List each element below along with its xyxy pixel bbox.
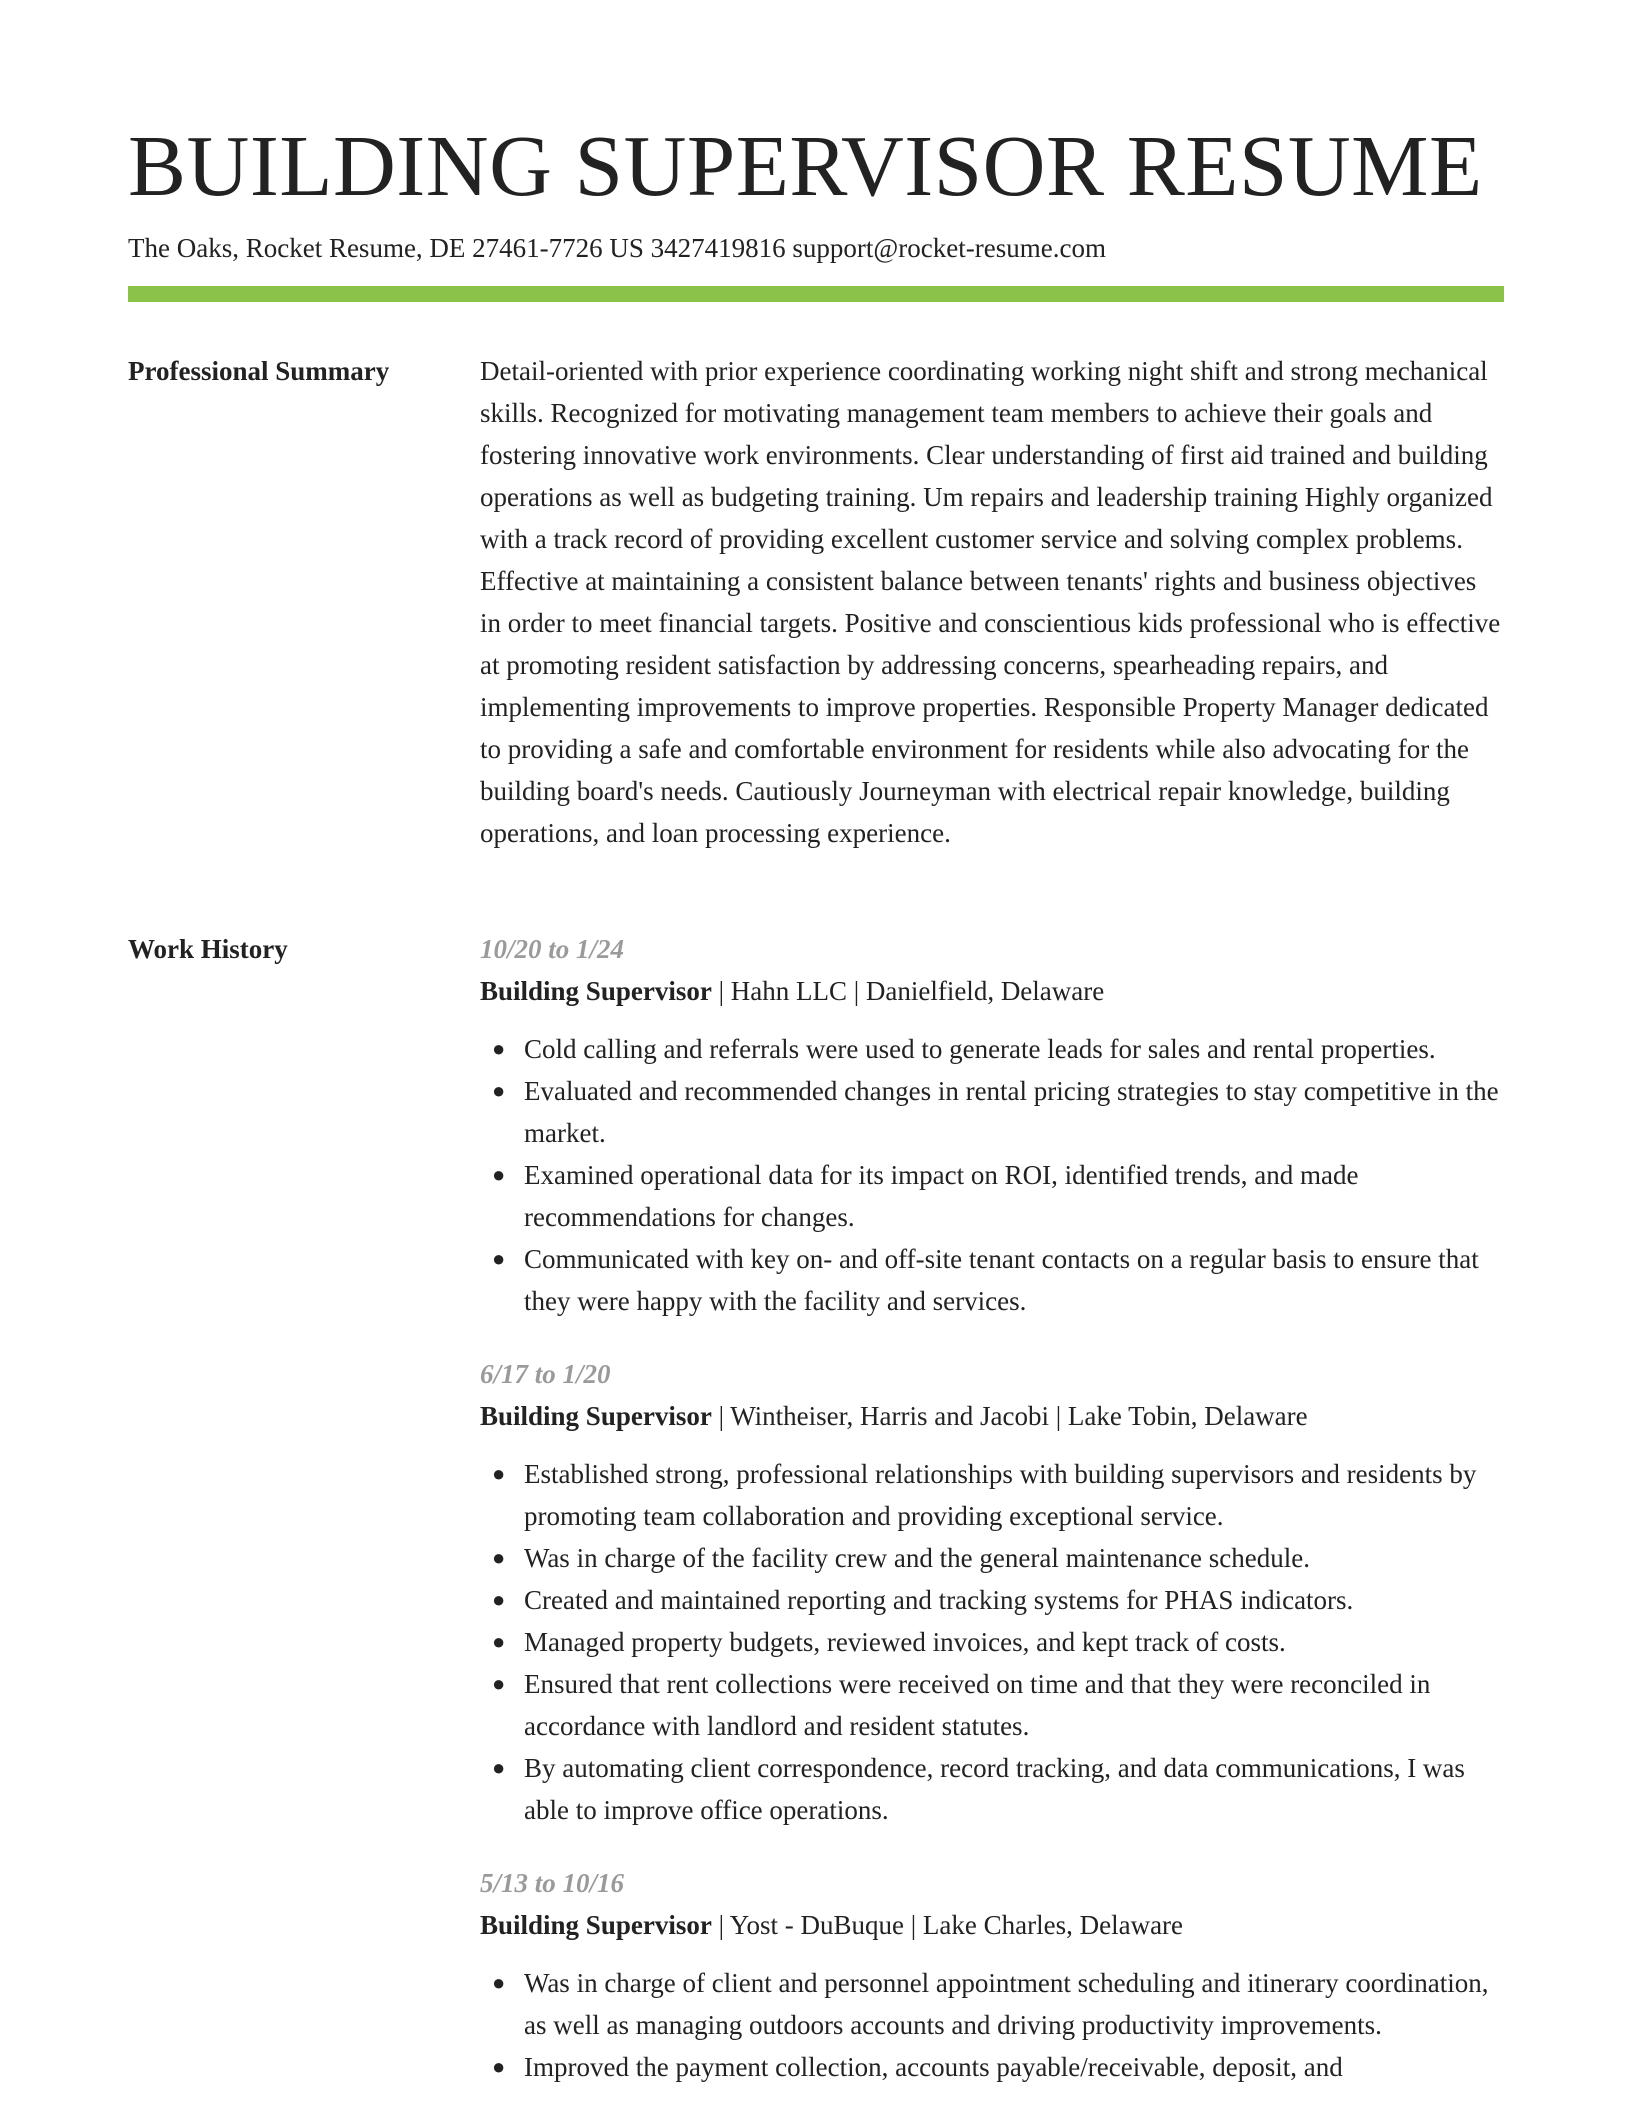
job-title: Building Supervisor xyxy=(480,1910,712,1940)
bullet-icon: ● xyxy=(492,1755,506,1780)
job-company-location: | Hahn LLC | Danielfield, Delaware xyxy=(711,976,1105,1006)
professional-summary-text: Detail-oriented with prior experience coordinating working night shift and strong mechanical skills. Recognized for motivating management team members to achieve their goals and fostering innovative work environments. Clear understanding of first aid trained and building operations as well as budgeting training. Um repairs and leadership training Highly organized with a track record of providing excellent customer service and solving complex problems. Effective at maintaining a consistent balance between tenants' rights and business objectives in order to meet financial targets. Positive and conscientious kids professional who is effective at promoting resident satisfaction by addressing concerns, spearheading repairs, and implementing improvements to improve properties. Responsible Property Manager dedicated to providing a safe and comfortable environment for residents while also advocating for the building board's needs. Cautiously Journeyman with electrical repair knowledge, building operations, and loan processing experience. xyxy=(480,356,1501,848)
job-title: Building Supervisor xyxy=(480,1401,712,1431)
bullet-text: Communicated with key on- and off-site tenant contacts on a regular basis to ensure that they were happy with the facility and services. xyxy=(524,1244,1479,1316)
bullet-icon: ● xyxy=(492,1246,506,1271)
job-entry xyxy=(480,928,1504,1322)
bullet-text: By automating client correspondence, record tracking, and data communications, I was able to improve office operations. xyxy=(524,1753,1465,1825)
bullet-icon: ● xyxy=(492,1671,506,1696)
bullet-text: Evaluated and recommended changes in rental pricing strategies to stay competitive in the market. xyxy=(524,1076,1499,1148)
list-item xyxy=(480,1154,1504,1238)
list-item xyxy=(480,1537,1504,1579)
list-item xyxy=(480,2046,1504,2088)
bullet-icon: ● xyxy=(492,1587,506,1612)
bullet-text: Ensured that rent collections were received on time and that they were reconciled in accordance with landlord and resident statutes. xyxy=(524,1669,1431,1741)
bullet-icon: ● xyxy=(492,1162,506,1187)
contact-info: The Oaks, Rocket Resume, DE 27461-7726 US 3427419816 support@rocket-resume.com xyxy=(128,233,1106,263)
bullet-text: Created and maintained reporting and tracking systems for PHAS indicators. xyxy=(524,1585,1354,1615)
bullet-icon: ● xyxy=(492,1970,506,1995)
job-heading xyxy=(480,1904,1504,1946)
job-entry xyxy=(480,1862,1504,2088)
list-item xyxy=(480,1028,1504,1070)
job-entry xyxy=(480,1353,1504,1831)
professional-summary-label: Professional Summary xyxy=(128,356,390,386)
accent-divider xyxy=(128,286,1504,302)
bullet-text: Examined operational data for its impact on ROI, identified trends, and made recommendations for changes. xyxy=(524,1160,1359,1232)
professional-summary-body xyxy=(480,350,1504,854)
bullet-icon: ● xyxy=(492,1036,506,1061)
list-item xyxy=(480,1962,1504,2046)
list-item xyxy=(480,1747,1504,1831)
job-title: Building Supervisor xyxy=(480,976,712,1006)
job-dates: 5/13 to 10/16 xyxy=(480,1868,625,1898)
bullet-text: Established strong, professional relationships with building supervisors and residents by promoting team collaboration and providing exceptional service. xyxy=(524,1459,1477,1531)
bullet-icon: ● xyxy=(492,1629,506,1654)
bullet-text: Cold calling and referrals were used to generate leads for sales and rental properties. xyxy=(524,1034,1436,1064)
resume-title: BUILDING SUPERVISOR RESUME xyxy=(128,117,1483,214)
work-history-list xyxy=(480,928,1504,2119)
bullet-icon: ● xyxy=(492,1545,506,1570)
list-item xyxy=(480,1453,1504,1537)
job-dates: 6/17 to 1/20 xyxy=(480,1359,611,1389)
work-history-label: Work History xyxy=(128,934,288,964)
job-bullet-list xyxy=(480,1453,1504,1831)
bullet-icon: ● xyxy=(492,1461,506,1486)
bullet-text: Was in charge of the facility crew and the general maintenance schedule. xyxy=(524,1543,1310,1573)
job-heading xyxy=(480,970,1504,1012)
job-dates: 10/20 to 1/24 xyxy=(480,934,625,964)
bullet-text: Was in charge of client and personnel appointment scheduling and itinerary coordination, as well as managing outdoors accounts and driving productivity improvements. xyxy=(524,1968,1489,2040)
list-item xyxy=(480,1238,1504,1322)
job-heading xyxy=(480,1395,1504,1437)
bullet-text: Improved the payment collection, accounts payable/receivable, deposit, and xyxy=(524,2052,1343,2082)
list-item xyxy=(480,1579,1504,1621)
bullet-icon: ● xyxy=(492,1078,506,1103)
list-item xyxy=(480,1663,1504,1747)
job-bullet-list xyxy=(480,1962,1504,2088)
bullet-text: Managed property budgets, reviewed invoices, and kept track of costs. xyxy=(524,1627,1286,1657)
job-company-location: | Yost - DuBuque | Lake Charles, Delaware xyxy=(711,1910,1184,1940)
job-bullet-list xyxy=(480,1028,1504,1322)
list-item xyxy=(480,1070,1504,1154)
bullet-icon: ● xyxy=(492,2054,506,2079)
job-company-location: | Wintheiser, Harris and Jacobi | Lake Tobin, Delaware xyxy=(711,1401,1308,1431)
list-item xyxy=(480,1621,1504,1663)
